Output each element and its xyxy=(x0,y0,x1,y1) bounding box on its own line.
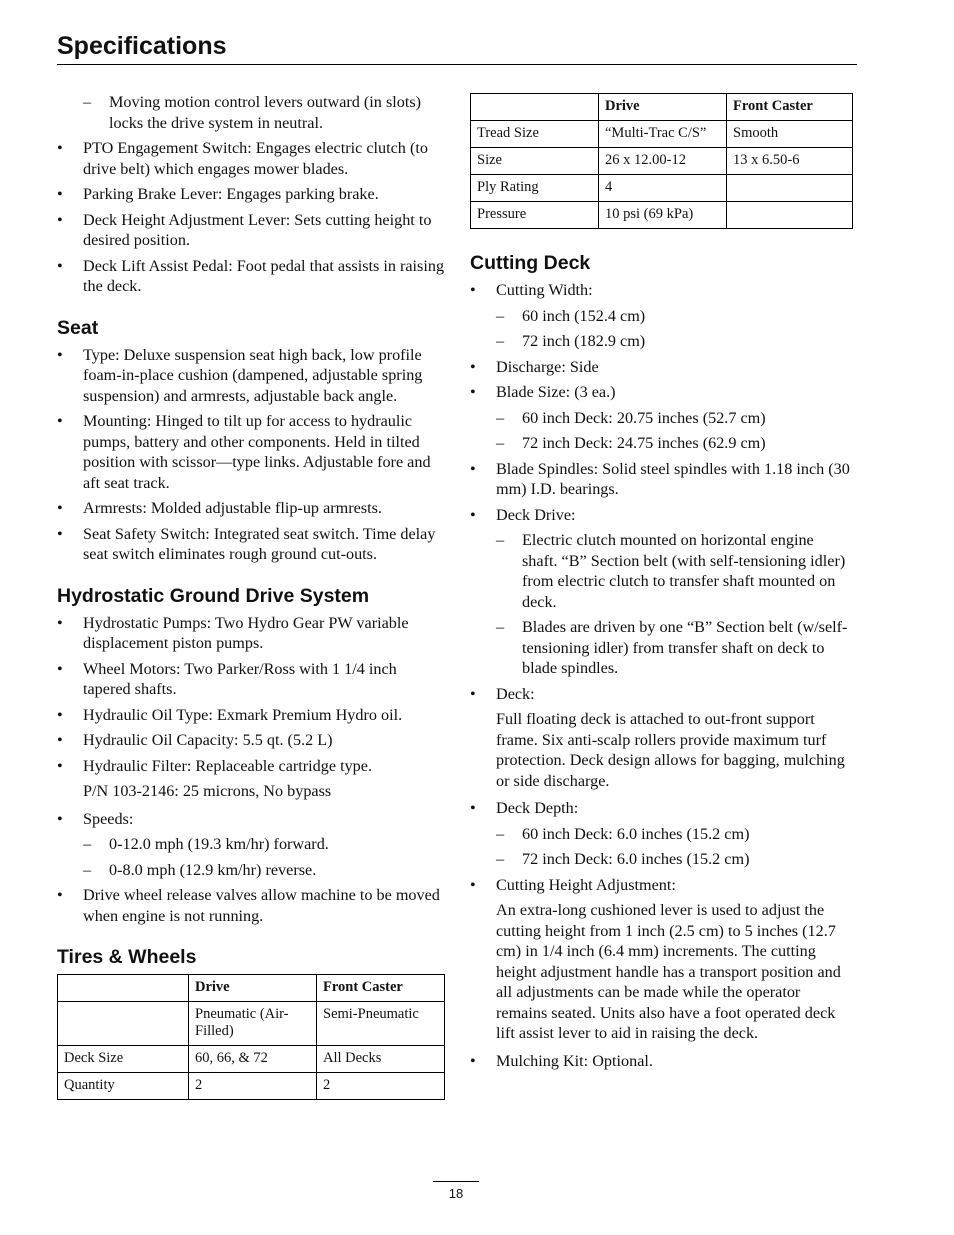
table-cell xyxy=(727,175,853,202)
list-subitem-text: Electric clutch mounted on horizontal engine shaft. “B” Section belt (with self-tensioning idler) from electric clutch to transfer shaft mounted on deck. xyxy=(522,531,846,611)
dash-marker: – xyxy=(496,824,505,843)
title-rule xyxy=(57,64,857,65)
list-item xyxy=(470,459,853,500)
table-cell: Tread Size xyxy=(471,121,599,148)
list-item xyxy=(57,524,445,565)
list-item-text: Hydraulic Oil Capacity: 5.5 qt. (5.2 L) xyxy=(83,731,333,749)
bullet-marker: • xyxy=(57,412,63,430)
list-item xyxy=(57,809,445,830)
table-cell: 4 xyxy=(599,175,727,202)
dash-marker: – xyxy=(496,408,505,427)
bullet-marker: • xyxy=(470,505,476,524)
bullet-marker: • xyxy=(57,210,63,229)
bullet-marker: • xyxy=(57,705,63,724)
table-cell xyxy=(727,202,853,229)
list-item xyxy=(57,138,445,179)
table-cell: Quantity xyxy=(58,1073,189,1100)
bullet-marker: • xyxy=(470,684,476,703)
bullet-marker: • xyxy=(470,357,476,376)
footer-rule xyxy=(433,1181,479,1182)
list-item xyxy=(57,613,445,654)
list-item-text: Deck Depth: xyxy=(496,799,579,817)
table-cell: All Decks xyxy=(317,1046,445,1073)
bullet-marker: • xyxy=(470,383,476,401)
list-item-text: Cutting Width: xyxy=(496,281,593,299)
list-item-text: Mounting: Hinged to tilt up for access to hydraulic pumps, battery and other components. Held in tilted position with scissor—type links. Adjustable fore and aft seat track. xyxy=(83,412,431,492)
list-item xyxy=(470,684,853,705)
list-item xyxy=(470,1051,853,1072)
bullet-marker: • xyxy=(57,886,63,904)
filter-part-note: P/N 103-2146: 25 microns, No bypass xyxy=(83,782,332,800)
deck-description: Full floating deck is attached to out-front support frame. Six anti-scalp rollers provide maximum turf protection. Deck design allows for bagging, mulching or side discharge. xyxy=(496,710,845,790)
table-cell xyxy=(58,1002,189,1046)
list-subitem xyxy=(83,834,445,855)
dash-marker: – xyxy=(83,93,92,111)
table-cell: 2 xyxy=(317,1073,445,1100)
list-subitem xyxy=(496,433,853,454)
list-item-text: Mulching Kit: Optional. xyxy=(496,1051,653,1070)
table-header-cell: Drive xyxy=(599,94,727,121)
list-item-text: Speeds: xyxy=(83,809,134,828)
list-item-text: Deck Lift Assist Pedal: Foot pedal that assists in raising the deck. xyxy=(83,256,445,295)
table-row xyxy=(471,175,853,202)
bullet-marker: • xyxy=(470,459,476,478)
tire-specs-table xyxy=(470,93,853,229)
table-cell: Ply Rating xyxy=(471,175,599,202)
list-item xyxy=(57,885,445,926)
list-subitem xyxy=(83,860,445,881)
bullet-marker: • xyxy=(57,524,63,543)
page-title: Specifications xyxy=(57,32,227,60)
table-header-cell xyxy=(58,975,189,1002)
list-item-text: Drive wheel release valves allow machine to be moved when engine is not running. xyxy=(83,886,440,925)
list-item xyxy=(57,210,445,251)
table-row xyxy=(471,121,853,148)
dash-marker: – xyxy=(83,835,92,853)
table-row xyxy=(58,1002,445,1046)
list-item xyxy=(57,184,445,205)
list-subitem xyxy=(496,824,853,845)
bullet-marker: • xyxy=(57,613,63,632)
list-item-text: Hydraulic Oil Type: Exmark Premium Hydro oil. xyxy=(83,705,403,724)
bullet-marker: • xyxy=(57,345,63,364)
table-cell: 60, 66, & 72 xyxy=(189,1046,317,1073)
list-subitem-text: 72 inch (182.9 cm) xyxy=(522,332,646,350)
dash-marker: – xyxy=(496,850,505,868)
list-subitem-text: 0-8.0 mph (12.9 km/hr) reverse. xyxy=(109,860,317,879)
section-heading-hydrostatic: Hydrostatic Ground Drive System xyxy=(57,584,370,607)
list-item xyxy=(470,875,853,896)
list-subitem xyxy=(496,617,853,679)
table-row xyxy=(58,1046,445,1073)
table-header-cell: Drive xyxy=(189,975,317,1002)
list-subitem-text: Blades are driven by one “B” Section belt (w/self-tensioning idler) from transfer shaft on deck to blade spindles. xyxy=(522,618,848,677)
list-subitem xyxy=(496,331,853,352)
table-cell: “Multi-Trac C/S” xyxy=(599,121,727,148)
list-subitem-text: 60 inch Deck: 6.0 inches (15.2 cm) xyxy=(522,824,750,843)
list-item xyxy=(470,280,853,301)
list-subitem-text: 60 inch Deck: 20.75 inches (52.7 cm) xyxy=(522,408,766,427)
table-cell: 10 psi (69 kPa) xyxy=(599,202,727,229)
section-heading-cutting-deck: Cutting Deck xyxy=(470,252,591,274)
page-number: 18 xyxy=(448,1186,464,1201)
list-subitem-text: 0-12.0 mph (19.3 km/hr) forward. xyxy=(109,835,329,853)
right-column xyxy=(470,93,853,1076)
list-subitem-text: 60 inch (152.4 cm) xyxy=(522,306,646,325)
list-item xyxy=(57,256,445,297)
section-heading-tires: Tires & Wheels xyxy=(57,946,197,968)
table-cell: Pressure xyxy=(471,202,599,229)
table-cell: Smooth xyxy=(727,121,853,148)
dash-marker: – xyxy=(83,860,92,879)
list-item-text: Discharge: Side xyxy=(496,357,599,376)
list-item xyxy=(470,382,853,403)
list-item-text: Wheel Motors: Two Parker/Ross with 1 1/4 inch tapered shafts. xyxy=(83,659,397,698)
dash-marker: – xyxy=(496,306,505,325)
table-row xyxy=(471,148,853,175)
section-heading-seat: Seat xyxy=(57,316,99,339)
table-row xyxy=(58,1073,445,1100)
bullet-marker: • xyxy=(57,756,63,775)
bullet-marker: • xyxy=(470,875,476,894)
list-item-text: Blade Spindles: Solid steel spindles with 1.18 inch (30 mm) I.D. bearings. xyxy=(496,459,850,498)
list-item xyxy=(470,357,853,378)
list-subitem xyxy=(496,530,853,612)
tires-wheels-table xyxy=(57,974,445,1100)
left-column xyxy=(57,92,445,1100)
bullet-marker: • xyxy=(57,139,63,157)
list-item xyxy=(57,730,445,751)
list-item xyxy=(470,505,853,526)
list-item xyxy=(57,756,445,777)
list-item xyxy=(57,659,445,700)
list-item-text: Deck Height Adjustment Lever: Sets cutting height to desired position. xyxy=(83,210,432,249)
dash-marker: – xyxy=(496,618,505,636)
table-header-cell: Front Caster xyxy=(317,975,445,1002)
list-subitem xyxy=(496,408,853,429)
list-subitem-text: 72 inch Deck: 6.0 inches (15.2 cm) xyxy=(522,850,750,868)
list-subitem xyxy=(496,306,853,327)
bullet-marker: • xyxy=(57,809,63,828)
cutting-height-description: An extra-long cushioned lever is used to adjust the cutting height from 1 inch (2.5 cm) to 5 inches (12.7 cm) in 1/4 inch (6.4 mm) increments. The cutting height adjustment handle has a transport position and all adjustments can be made while the operator remains seated. Units also have a foot operated deck lift assist lever to aid in raising the deck. xyxy=(496,901,841,1042)
bullet-marker: • xyxy=(57,659,63,678)
list-subitem xyxy=(496,849,853,870)
table-cell: Deck Size xyxy=(58,1046,189,1073)
list-item-text: Blade Size: (3 ea.) xyxy=(496,383,616,401)
list-item-text: Armrests: Molded adjustable flip-up armrests. xyxy=(83,499,382,517)
list-item xyxy=(57,345,445,407)
table-cell: Semi-Pneumatic xyxy=(317,1002,445,1046)
list-subitem-text: 72 inch Deck: 24.75 inches (62.9 cm) xyxy=(522,434,766,452)
table-cell: 13 x 6.50-6 xyxy=(727,148,853,175)
table-cell: 26 x 12.00-12 xyxy=(599,148,727,175)
table-cell: Pneumatic (Air-Filled) xyxy=(189,1002,317,1046)
dash-marker: – xyxy=(496,434,505,452)
bullet-marker: • xyxy=(470,1051,476,1070)
bullet-marker: • xyxy=(57,499,63,517)
table-header-row xyxy=(58,975,445,1002)
list-item xyxy=(57,411,445,493)
table-cell: 2 xyxy=(189,1073,317,1100)
table-row xyxy=(471,202,853,229)
dash-marker: – xyxy=(496,332,505,350)
table-header-row xyxy=(471,94,853,121)
bullet-marker: • xyxy=(57,731,63,749)
table-cell: Size xyxy=(471,148,599,175)
list-item-text: Seat Safety Switch: Integrated seat switch. Time delay seat switch eliminates rough ground cut-outs. xyxy=(83,524,436,563)
table-header-cell: Front Caster xyxy=(727,94,853,121)
list-item xyxy=(57,705,445,726)
list-subitem xyxy=(83,92,445,133)
list-item-text: Parking Brake Lever: Engages parking brake. xyxy=(83,185,379,203)
table-header-cell xyxy=(471,94,599,121)
list-item-text: Deck: xyxy=(496,684,535,703)
list-item-text: Deck Drive: xyxy=(496,505,576,524)
list-item-text: Hydraulic Filter: Replaceable cartridge type. xyxy=(83,756,373,775)
bullet-marker: • xyxy=(57,185,63,203)
dash-marker: – xyxy=(496,531,505,549)
list-item xyxy=(470,798,853,819)
list-item-text: PTO Engagement Switch: Engages electric clutch (to drive belt) which engages mower blades. xyxy=(83,139,428,178)
list-item-text: Hydrostatic Pumps: Two Hydro Gear PW variable displacement piston pumps. xyxy=(83,613,409,652)
list-item-text: Type: Deluxe suspension seat high back, low profile foam-in-place cushion (dampened, adjustable spring suspension) and armrests, adjustable back angle. xyxy=(83,345,423,405)
bullet-marker: • xyxy=(470,799,476,817)
bullet-marker: • xyxy=(57,256,63,275)
bullet-marker: • xyxy=(470,281,476,299)
list-subitem-text: Moving motion control levers outward (in slots) locks the drive system in neutral. xyxy=(109,93,422,132)
list-item xyxy=(57,498,445,519)
list-item-text: Cutting Height Adjustment: xyxy=(496,875,676,894)
